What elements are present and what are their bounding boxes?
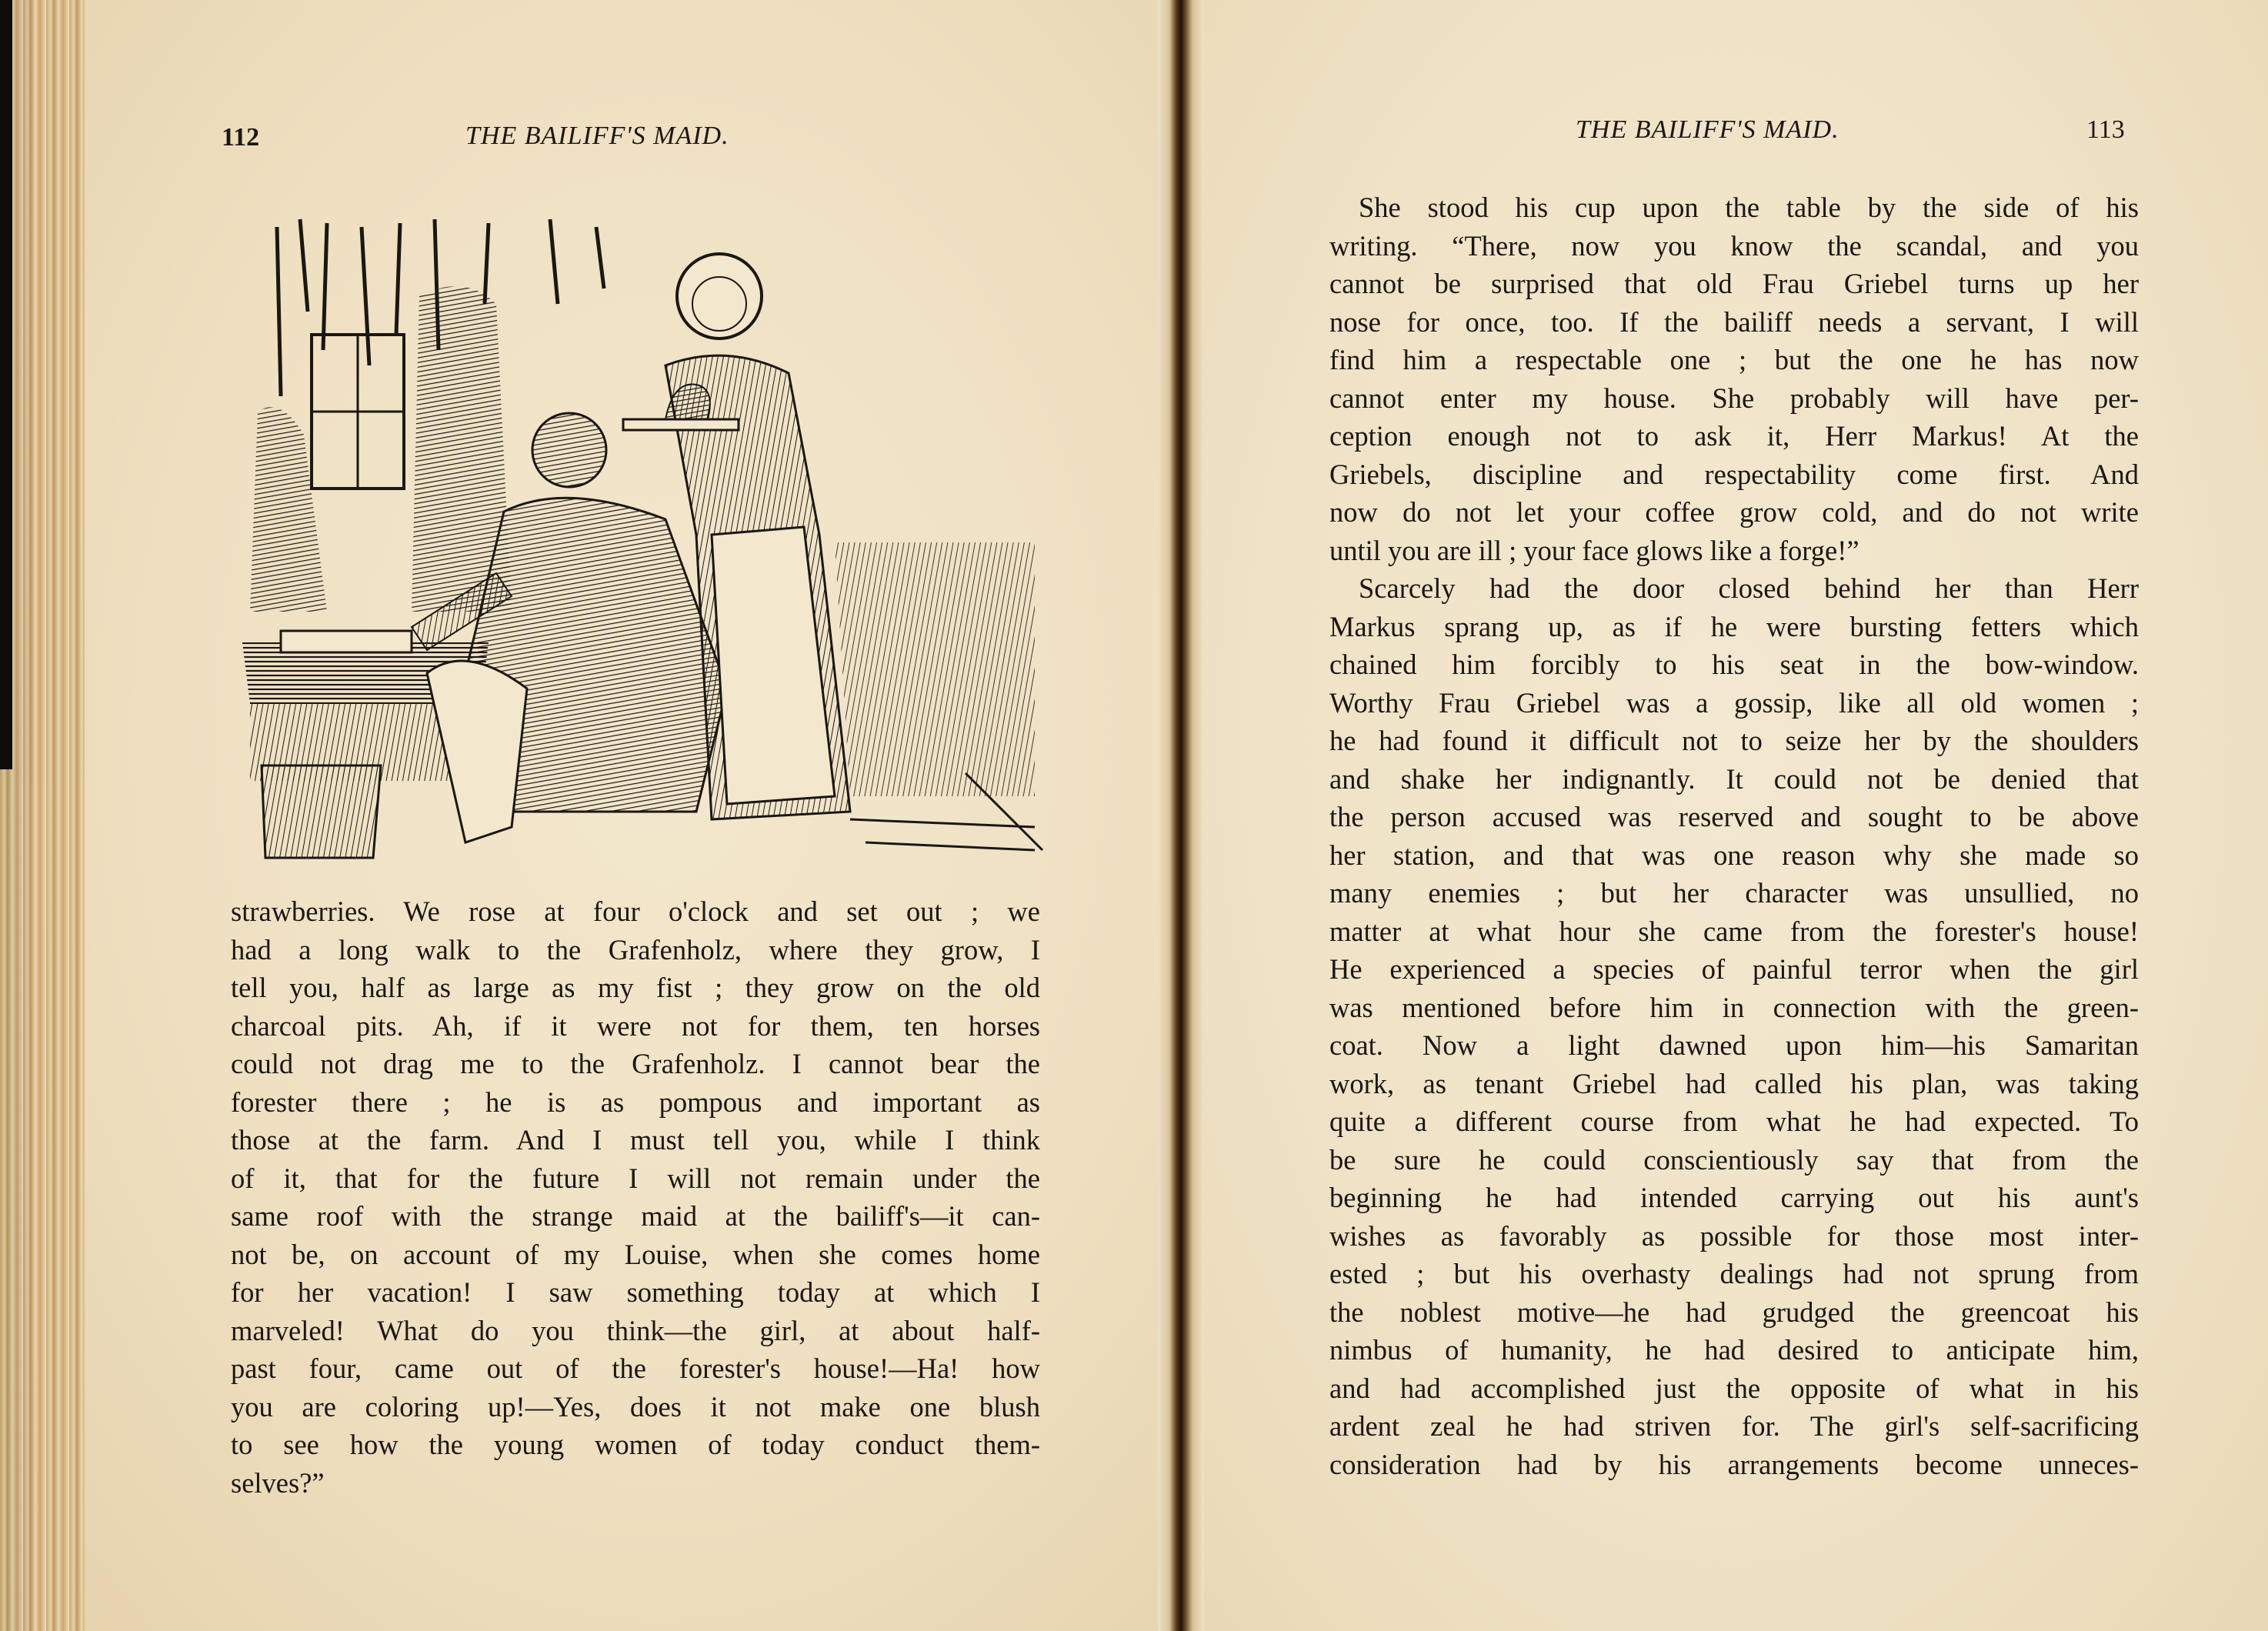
text-line: past four, came out of the forester's house!—Ha! how xyxy=(231,1352,1040,1384)
right-page-body-text xyxy=(1329,188,2139,1483)
background-wall xyxy=(835,542,1035,796)
text-line: same roof with the strange maid at the bailiff's—it can- xyxy=(231,1200,1040,1232)
text-line: ception enough not to ask it, Herr Markus! At the xyxy=(1329,420,2139,452)
text-line: Worthy Frau Griebel was a gossip, like all old women ; xyxy=(1329,686,2139,719)
text-line: cannot enter my house. She probably will have per- xyxy=(1329,382,2139,414)
text-line: find him a respectable one ; but the one he has now xyxy=(1329,344,2139,375)
text-line: those at the farm. And I must tell you, while I think xyxy=(231,1124,1040,1156)
text-line: wishes as favorably as possible for those most inter- xyxy=(1329,1219,2139,1252)
text-line: forester there ; he is as pompous and important as xyxy=(231,1086,1040,1118)
engraving-illustration-icon xyxy=(235,212,1050,869)
text-line: and had accomplished just the opposite of what in his xyxy=(1329,1372,2139,1404)
text-line: could not drag me to the Grafenholz. I cannot bear the xyxy=(231,1048,1040,1079)
text-line: ardent zeal he had striven for. The girl's self-sacrificing xyxy=(1329,1410,2139,1442)
serving-tray xyxy=(623,419,739,430)
text-line: coat. Now a light dawned upon him—his Samaritan xyxy=(1329,1029,2139,1061)
text-line: tell you, half as large as my fist ; they grow on the old xyxy=(231,972,1040,1003)
book-spine-gutter xyxy=(1158,0,1204,1631)
text-line: She stood his cup upon the table by the side of his xyxy=(1359,192,2139,223)
text-line: strawberries. We rose at four o'clock and set out ; we xyxy=(231,896,1040,927)
text-line: to see how the young women of today conduct them- xyxy=(231,1429,1040,1460)
text-line: now do not let your coffee grow cold, and do not write xyxy=(1329,496,2139,528)
text-line: be sure he could conscientiously say that from the xyxy=(1329,1143,2139,1176)
text-line: selves?” xyxy=(231,1466,325,1499)
text-line: not be, on account of my Louise, when she comes home xyxy=(231,1238,1040,1270)
text-line: many enemies ; but her character was unsullied, no xyxy=(1329,877,2139,909)
text-line: of it, that for the future I will not remain under the xyxy=(231,1162,1040,1194)
text-line: you are coloring up!—Yes, does it not make one blush xyxy=(231,1390,1040,1423)
text-line: Griebels, discipline and respectability come first. And xyxy=(1329,458,2139,490)
text-line: Scarcely had the door closed behind her than Herr xyxy=(1359,572,2139,604)
text-line: the noblest motive—he had grudged the greencoat his xyxy=(1329,1296,2139,1328)
text-line: nimbus of humanity, he had desired to anticipate him, xyxy=(1329,1334,2139,1366)
text-line: he had found it difficult not to seize her by the shoulders xyxy=(1329,725,2139,756)
text-line: work, as tenant Griebel had called his plan, was taking xyxy=(1329,1067,2139,1099)
text-line: beginning he had intended carrying out his aunt's xyxy=(1329,1182,2139,1213)
text-line: chained him forcibly to his seat in the bow-window. xyxy=(1329,649,2139,680)
text-line: consideration had by his arrangements become unneces- xyxy=(1329,1448,2139,1480)
paper-sheet xyxy=(281,631,412,652)
left-page-number: 112 xyxy=(222,123,260,152)
text-line: writing. “There, now you know the scandal, and you xyxy=(1329,229,2139,262)
page-edges-stack xyxy=(0,0,85,1631)
text-line: her station, and that was one reason why she made so xyxy=(1329,839,2139,871)
text-line: had a long walk to the Grafenholz, where they grow, I xyxy=(231,933,1040,966)
man-head xyxy=(532,413,606,487)
text-line: ested ; but his overhasty dealings had not sprung from xyxy=(1329,1258,2139,1289)
text-line: the person accused was reserved and sought to be above xyxy=(1329,801,2139,832)
wastebasket xyxy=(262,765,381,858)
text-line: Markus sprang up, as if he were bursting fetters which xyxy=(1329,610,2139,642)
text-line: was mentioned before him in connection with the green- xyxy=(1329,991,2139,1023)
text-line: for her vacation! I saw something today at which I xyxy=(231,1276,1040,1308)
right-page-number: 113 xyxy=(2086,115,2125,144)
left-running-head: THE BAILIFF'S MAID. xyxy=(465,122,729,150)
text-line: He experienced a species of painful terror when the girl xyxy=(1329,953,2139,985)
text-line: charcoal pits. Ah, if it were not for them, ten horses xyxy=(231,1009,1040,1042)
text-line: marveled! What do you think—the girl, at about half- xyxy=(231,1314,1040,1346)
text-line: matter at what hour she came from the forester's house! xyxy=(1329,915,2139,947)
text-line: cannot be surprised that old Frau Griebel turns up her xyxy=(1329,268,2139,299)
text-line: nose for once, too. If the bailiff needs a servant, I will xyxy=(1329,305,2139,338)
left-page-body-text xyxy=(231,892,1040,1502)
text-line: until you are ill ; your face glows like a forge!” xyxy=(1329,534,1859,566)
text-line: quite a different course from what he had expected. To xyxy=(1329,1106,2139,1137)
text-line: and shake her indignantly. It could not be denied that xyxy=(1329,762,2139,795)
right-running-head: THE BAILIFF'S MAID. xyxy=(1576,115,1839,144)
